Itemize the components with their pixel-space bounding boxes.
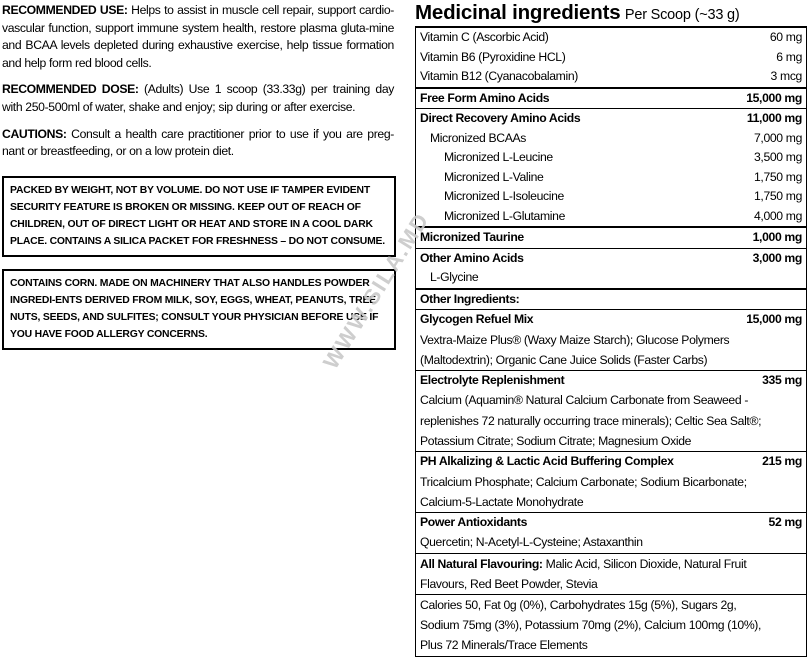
ingredient-amount: 3,000 mg — [752, 250, 802, 265]
ingredient-name: Micronized BCAAs — [430, 130, 526, 145]
ingredient-amount: 4,000 mg — [753, 208, 802, 223]
ingredient-name: Micronized L-Valine — [444, 169, 544, 184]
heading-serving: Per Scoop (~33 g) — [624, 7, 740, 23]
ingredient-amount: 215 mg — [762, 454, 802, 469]
other-ingredients-heading — [416, 288, 806, 310]
watermark: WWW.SILA.MD — [318, 207, 435, 374]
flavouring-text-2: Flavours, Red Beet Powder, Stevia — [420, 576, 598, 591]
ingredients-panel — [415, 0, 807, 657]
heading-title: Medicinal ingredients — [415, 1, 621, 24]
ingredient-name: Glycogen Refuel Mix — [420, 312, 534, 326]
recommended-dose — [2, 81, 394, 116]
nutrition-line: Sodium 75mg (3%), Potassium 70mg (2%), Calcium 100mg (10%), — [420, 618, 762, 633]
ingredient-row — [416, 226, 806, 248]
nutrition-line: Plus 72 Minerals/Trace Elements — [420, 638, 588, 653]
description-line: (Maltodextrin); Organic Cane Juice Solids (Faster Carbs) — [420, 352, 708, 367]
other-ingredients-label: Other Ingredients: — [420, 291, 520, 306]
ingredient-row — [416, 67, 806, 87]
ingredient-row — [416, 248, 806, 269]
recommended-dose-text: (Adults) Use 1 scoop (33.33g) per training day with 250-500ml of water, shake and enjoy; sip during or after exercise. — [2, 82, 394, 114]
ingredient-description — [416, 472, 806, 512]
ingredient-name: Micronized Taurine — [420, 230, 524, 244]
ingredient-amount: 3,500 mg — [753, 150, 802, 164]
ingredient-name: Direct Recovery Amino Acids — [420, 111, 581, 125]
ingredient-row — [416, 87, 806, 109]
ingredient-row — [416, 28, 806, 48]
ingredient-amount: 6 mg — [776, 49, 802, 64]
ingredient-amount: 1,750 mg — [753, 169, 802, 184]
recommended-use — [2, 2, 394, 72]
nutrition-block — [416, 594, 806, 656]
ingredient-row — [416, 512, 806, 533]
cautions-label: CAUTIONS: — [2, 126, 67, 141]
ingredient-row — [416, 207, 806, 227]
recommended-use-label: RECOMMENDED USE: — [2, 3, 128, 17]
ingredient-name: Micronized L-Glutamine — [444, 208, 565, 223]
ingredient-name: Electrolyte Replenishment — [420, 372, 565, 387]
ingredient-description — [416, 390, 806, 451]
ingredient-row — [416, 451, 806, 472]
ingredient-row — [416, 268, 806, 288]
ingredients-heading — [415, 0, 807, 28]
ingredient-amount: 52 mg — [768, 514, 802, 529]
ingredient-row — [416, 187, 806, 207]
flavouring-text: Malic Acid, Silicon Dioxide, Natural Fruit — [542, 556, 747, 571]
ingredient-name: Power Antioxidants — [420, 514, 528, 529]
description-line: Quercetin; N-Acetyl-L-Cysteine; Astaxanthin — [420, 535, 643, 550]
description-line: Vextra-Maize Plus® (Waxy Maize Starch); Glucose Polymers — [420, 332, 730, 347]
ingredient-row — [416, 129, 806, 149]
ingredient-description — [416, 330, 806, 370]
ingredient-name: Micronized L-Leucine — [444, 150, 553, 164]
ingredient-row — [416, 148, 806, 168]
ingredient-name: Free Form Amino Acids — [420, 90, 550, 105]
description-line: Calcium-5-Lactate Monohydrate — [420, 494, 584, 509]
storage-warning-box: PACKED BY WEIGHT, NOT BY VOLUME. DO NOT USE IF TAMPER EVIDENT SECURITY FEATURE IS BROKEN OR MISSING. KEEP OUT OF REACH OF CHILDREN, OUT OF DIRECT LIGHT OR HEAT AND STORE IN A COOL DARK PLACE. CONTAINS A SILICA PACKET FOR FRESHNESS – DO NOT CONSUME. — [2, 176, 396, 257]
ingredient-amount: 15,000 mg — [746, 90, 802, 105]
description-line: Tricalcium Phosphate; Calcium Carbonate; Sodium Bicarbonate; — [420, 474, 747, 489]
ingredient-amount: 15,000 mg — [746, 312, 802, 326]
nutrition-line: Calories 50, Fat 0g (0%), Carbohydrates 15g (5%), Sugars 2g, — [420, 598, 737, 613]
ingredient-name: Other Amino Acids — [420, 250, 524, 265]
ingredient-row — [416, 309, 806, 330]
cautions-text: Consult a health care practitioner prior to use if you are preg-nant or breastfeeding, or on a low protein diet. — [2, 126, 394, 159]
ingredient-description — [416, 532, 806, 552]
ingredient-row — [416, 370, 806, 391]
cautions — [2, 126, 394, 161]
ingredient-amount: 60 mg — [769, 30, 802, 44]
flavouring-block — [416, 553, 806, 594]
ingredient-amount: 335 mg — [762, 372, 802, 387]
description-line: Potassium Citrate; Sodium Citrate; Magnesium Oxide — [420, 433, 692, 448]
ingredient-name: Vitamin B6 (Pyroxidine HCL) — [420, 49, 566, 64]
ingredient-row — [416, 48, 806, 68]
ingredient-amount: 3 mcg — [770, 69, 802, 83]
ingredient-row — [416, 168, 806, 188]
recommended-dose-label: RECOMMENDED DOSE: — [2, 82, 139, 97]
description-line: replenishes 72 naturally occurring trace minerals); Celtic Sea Salt®; — [420, 413, 762, 428]
ingredient-amount: 1,000 mg — [752, 230, 802, 244]
ingredient-name: Micronized L-Isoleucine — [444, 189, 564, 203]
ingredients-table — [415, 28, 807, 657]
recommended-use-text: Helps to assist in muscle cell repair, support cardio-vascular function, support immune system health, restore plasma gluta-mine and BCAA levels depleted during exhaustive exercise, help tissue formation and help form red blood cells. — [2, 3, 394, 70]
ingredient-amount: 7,000 mg — [753, 130, 802, 145]
allergen-warning-box: CONTAINS CORN. MADE ON MACHINERY THAT ALSO HANDLES POWDER INGREDI-ENTS DERIVED FROM MILK, SOY, EGGS, WHEAT, PEANUTS, TREE NUTS, SEEDS, AND SULFITES; CONSULT YOUR PHYSICIAN BEFORE USE IF YOU HAVE FOOD ALLERGY CONCERNS. — [2, 269, 396, 350]
flavouring-label: All Natural Flavouring: — [420, 556, 543, 571]
ingredient-amount: 1,750 mg — [753, 189, 802, 203]
ingredient-name: Vitamin C (Ascorbic Acid) — [420, 30, 549, 44]
ingredient-name: L-Glycine — [430, 270, 479, 284]
ingredient-row — [416, 108, 806, 129]
ingredient-amount: 11,000 mg — [746, 111, 802, 125]
description-line: Calcium (Aquamin® Natural Calcium Carbonate from Seaweed - — [420, 393, 749, 408]
ingredient-name: PH Alkalizing & Lactic Acid Buffering Complex — [420, 454, 674, 469]
ingredient-name: Vitamin B12 (Cyanacobalamin) — [420, 69, 578, 83]
